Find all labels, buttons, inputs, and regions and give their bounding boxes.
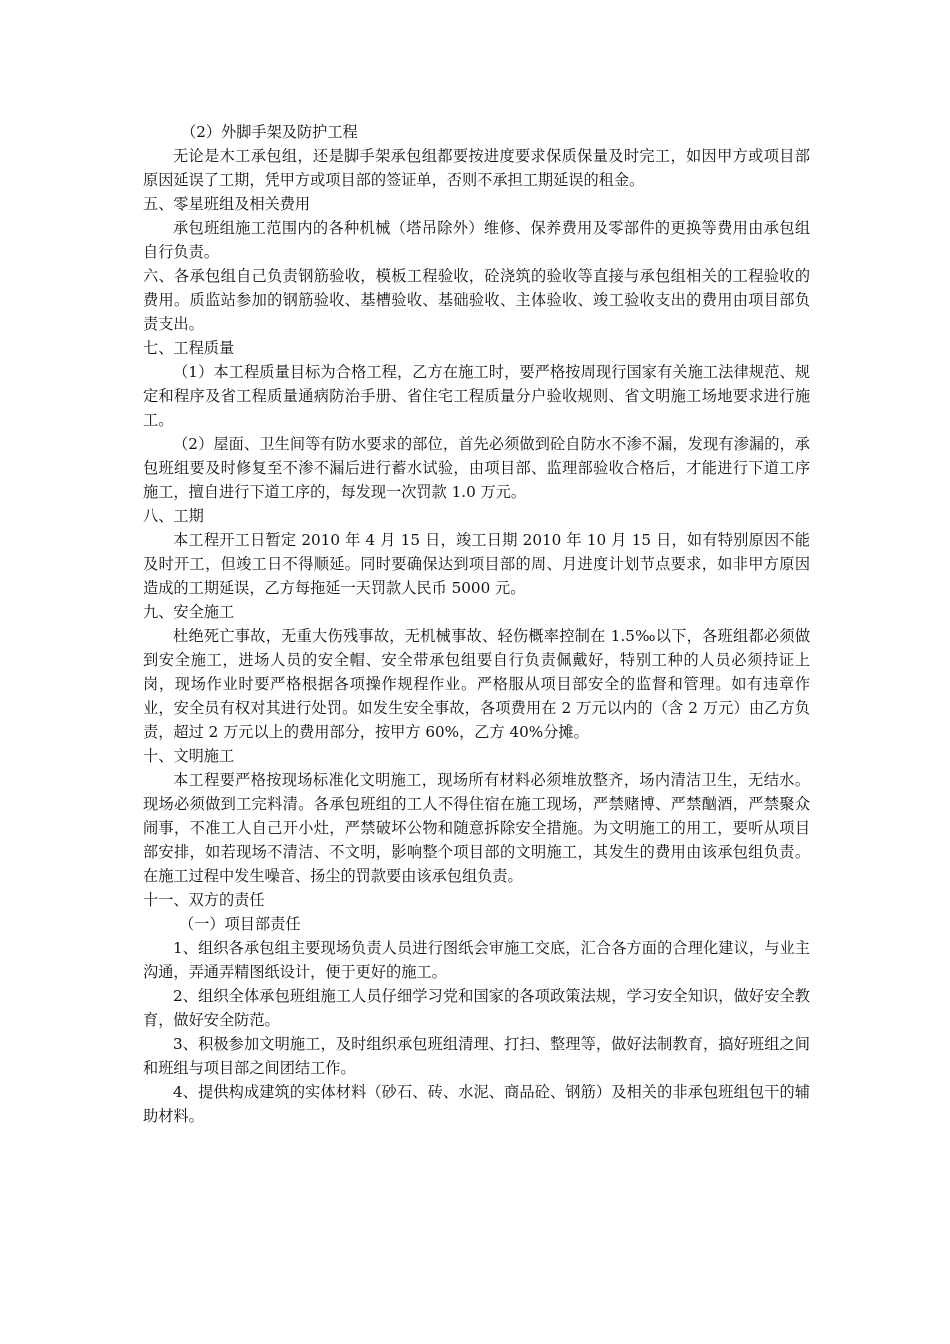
subsection-heading: （2）外脚手架及防护工程 (181, 123, 358, 141)
document-body (143, 120, 810, 1128)
paragraph: （1）本工程质量目标为合格工程，乙方在施工时，要严格按周现行国家有关施工法律规范、规定和程序及省工程质量通病防治手册、省住宅工程质量分户验收规则、省文明施工场地要求进行施工。 (143, 363, 810, 429)
subsection-heading: （一）项目部责任 (179, 915, 301, 933)
paragraph: 本工程要严格按现场标准化文明施工，现场所有材料必须堆放整齐，场内清洁卫生，无结水。现场必须做到工完料清。各承包班组的工人不得住宿在施工现场，严禁赌博、严禁酗酒，严禁聚众闹事，不准工人自己开小灶，严禁破坏公物和随意拆除安全措施。为文明施工的用工，要听从项目部安排，如若现场不清洁、不文明，影响整个项目部的文明施工，其发生的费用由该承包组负责。在施工过程中发生噪音、扬尘的罚款要由该承包组负责。 (143, 771, 810, 885)
section-heading: 十一、双方的责任 (143, 891, 265, 909)
list-item: 4、提供构成建筑的实体材料（砂石、砖、水泥、商品砼、钢筋）及相关的非承包班组包干的辅助材料。 (143, 1083, 810, 1125)
paragraph: （2）屋面、卫生间等有防水要求的部位，首先必须做到砼自防水不渗不漏，发现有渗漏的，承包班组要及时修复至不渗不漏后进行蓄水试验，由项目部、监理部验收合格后，才能进行下道工序施工，擅自进行下道工序的，每发现一次罚款 1.0 万元。 (143, 435, 810, 501)
list-item: 3、积极参加文明施工，及时组织承包班组清理、打扫、整理等，做好法制教育，搞好班组之间和班组与项目部之间团结工作。 (143, 1035, 810, 1077)
section-heading: 九、安全施工 (143, 603, 235, 621)
paragraph: 承包班组施工范围内的各种机械（塔吊除外）维修、保养费用及零部件的更换等费用由承包组自行负责。 (143, 219, 810, 261)
section-heading: 八、工期 (143, 507, 204, 525)
list-item: 2、组织全体承包班组施工人员仔细学习党和国家的各项政策法规，学习安全知识，做好安全教育，做好安全防范。 (143, 987, 810, 1029)
section-heading: 七、工程质量 (143, 339, 235, 357)
section-paragraph: 六、各承包组自己负责钢筋验收，模板工程验收，砼浇筑的验收等直接与承包组相关的工程验收的费用。质监站参加的钢筋验收、基槽验收、基础验收、主体验收、竣工验收支出的费用由项目部负责支出。 (143, 267, 810, 333)
paragraph: 无论是木工承包组，还是脚手架承包组都要按进度要求保质保量及时完工，如因甲方或项目部原因延误了工期，凭甲方或项目部的签证单，否则不承担工期延误的租金。 (143, 147, 810, 189)
section-heading: 五、零星班组及相关费用 (143, 195, 311, 213)
paragraph: 本工程开工日暂定 2010 年 4 月 15 日，竣工日期 2010 年 10 月 15 日，如有特别原因不能及时开工，但竣工日不得顺延。同时要确保达到项目部的周、月进度计划节点要求，如非甲方原因造成的工期延误，乙方每拖延一天罚款人民币 5000 元。 (143, 531, 810, 597)
paragraph: 杜绝死亡事故，无重大伤残事故，无机械事故、轻伤概率控制在 1.5‰以下，各班组都必须做到安全施工，进场人员的安全帽、安全带承包组要自行负责佩戴好，特别工种的人员必须持证上岗，现场作业时要严格根据各项操作规程作业。严格服从项目部安全的监督和管理。如有违章作业，安全员有权对其进行处罚。如发生安全事故，各项费用在 2 万元以内的（含 2 万元）由乙方负责，超过 2 万元以上的费用部分，按甲方 60%，乙方 40%分摊。 (143, 627, 810, 741)
list-item: 1、组织各承包组主要现场负责人员进行图纸会审施工交底，汇合各方面的合理化建议，与业主沟通，弄通弄精图纸设计，便于更好的施工。 (143, 939, 810, 981)
section-heading: 十、文明施工 (143, 747, 235, 765)
